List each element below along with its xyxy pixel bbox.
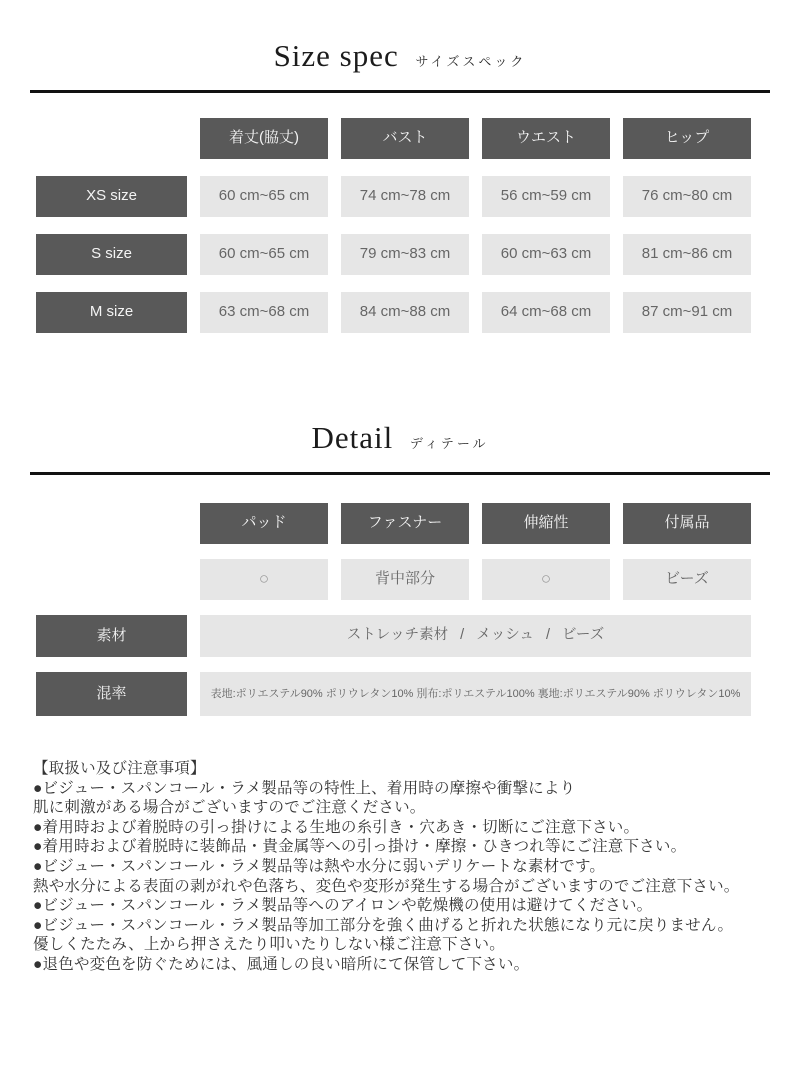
size-cell: 60 cm~65 cm bbox=[200, 176, 328, 217]
detail-divider bbox=[30, 472, 770, 475]
note-line: ●ビジュー・スパンコール・ラメ製品等へのアイロンや乾燥機の使用は避けてください。 bbox=[33, 897, 653, 915]
size-row-label-s: S size bbox=[36, 234, 187, 275]
size-cell: 84 cm~88 cm bbox=[341, 292, 469, 333]
material-value: ストレッチ素材 / メッシュ / ビーズ bbox=[200, 615, 751, 657]
size-row-label-m: M size bbox=[36, 292, 187, 333]
note-line: 優しくたたみ、上から押さえたり叩いたりしない様ご注意下さい。 bbox=[33, 936, 505, 954]
size-col-header-hip: ヒップ bbox=[623, 118, 751, 159]
note-line: 熱や水分による表面の剥がれや色落ち、変色や変形が発生する場合がございますのでご注意下さい。 bbox=[33, 877, 740, 895]
note-line: ●ビジュー・スパンコール・ラメ製品等の特性上、着用時の摩擦や衝撃により bbox=[33, 779, 576, 797]
material-row-label: 素材 bbox=[36, 615, 187, 657]
handling-notes-section bbox=[33, 759, 782, 975]
size-cell: 79 cm~83 cm bbox=[341, 234, 469, 275]
size-spec-title bbox=[0, 38, 800, 74]
detail-value-fastener: 背中部分 bbox=[341, 559, 469, 600]
detail-col-header-accessory: 付属品 bbox=[623, 503, 751, 544]
detail-value-accessory: ビーズ bbox=[623, 559, 751, 600]
table-corner-spacer bbox=[36, 559, 187, 600]
size-spec-title-ja: サイズスペック bbox=[415, 54, 527, 69]
detail-col-header-fastener: ファスナー bbox=[341, 503, 469, 544]
note-line: ●ビジュー・スパンコール・ラメ製品等は熱や水分に弱いデリケートな素材です。 bbox=[33, 857, 606, 875]
size-col-header-bust: バスト bbox=[341, 118, 469, 159]
size-cell: 60 cm~63 cm bbox=[482, 234, 610, 275]
table-corner-spacer bbox=[36, 118, 187, 159]
note-line: ●着用時および着脱時の引っ掛けによる生地の糸引き・穴あき・切断にご注意下さい。 bbox=[33, 818, 640, 836]
detail-title bbox=[0, 420, 800, 456]
size-spec-section bbox=[0, 38, 800, 333]
notes-heading: 【取扱い及び注意事項】 bbox=[33, 760, 206, 777]
detail-value-stretch: ○ bbox=[482, 559, 610, 600]
detail-section bbox=[0, 420, 800, 716]
blend-row-label: 混率 bbox=[36, 672, 187, 716]
blend-value: 表地:ポリエステル90% ポリウレタン10% 別布:ポリエステル100% 裏地:ポリエステル90% ポリウレタン10% bbox=[200, 672, 751, 716]
detail-col-header-pad: パッド bbox=[200, 503, 328, 544]
detail-col-header-stretch: 伸縮性 bbox=[482, 503, 610, 544]
detail-title-en: Detail bbox=[311, 420, 394, 455]
size-cell: 81 cm~86 cm bbox=[623, 234, 751, 275]
size-cell: 87 cm~91 cm bbox=[623, 292, 751, 333]
size-spec-title-en: Size spec bbox=[273, 38, 399, 73]
size-row-label-xs: XS size bbox=[36, 176, 187, 217]
size-col-header-waist: ウエスト bbox=[482, 118, 610, 159]
note-line: ●ビジュー・スパンコール・ラメ製品等加工部分を強く曲げると折れた状態になり元に戻りません。 bbox=[33, 916, 734, 934]
detail-table bbox=[36, 503, 800, 716]
size-col-header-length: 着丈(脇丈) bbox=[200, 118, 328, 159]
size-cell: 64 cm~68 cm bbox=[482, 292, 610, 333]
note-line: ●退色や変色を防ぐためには、風通しの良い暗所にて保管して下さい。 bbox=[33, 955, 530, 973]
note-line: 肌に刺激がある場合がございますのでご注意ください。 bbox=[33, 799, 426, 817]
detail-value-pad: ○ bbox=[200, 559, 328, 600]
detail-title-ja: ディテール bbox=[409, 436, 489, 451]
size-table bbox=[36, 118, 800, 333]
size-spec-divider bbox=[30, 90, 770, 93]
size-cell: 74 cm~78 cm bbox=[341, 176, 469, 217]
size-cell: 63 cm~68 cm bbox=[200, 292, 328, 333]
size-cell: 56 cm~59 cm bbox=[482, 176, 610, 217]
table-corner-spacer bbox=[36, 503, 187, 544]
size-cell: 60 cm~65 cm bbox=[200, 234, 328, 275]
note-line: ●着用時および着脱時に装飾品・貴金属等への引っ掛け・摩擦・ひきつれ等にご注意下さい。 bbox=[33, 838, 687, 856]
size-cell: 76 cm~80 cm bbox=[623, 176, 751, 217]
